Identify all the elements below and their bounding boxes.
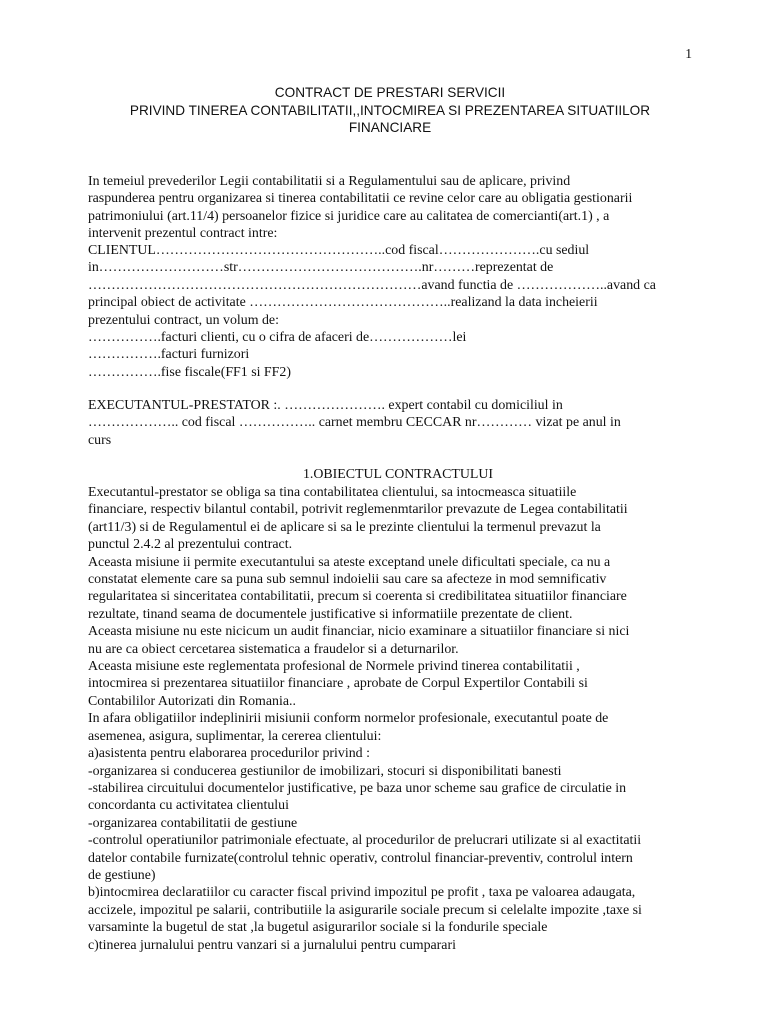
intro-line: patrimoniului (art.11/4) persoanelor fizice si juridice care au calitatea de comercianti(art.1) , a — [88, 208, 610, 224]
body-line: nu are ca obiect cercetarea sistematica a fraudelor si a deturnarilor. — [88, 641, 459, 657]
intro-line: intervenit prezentul contract intre: — [88, 226, 278, 242]
intro-paragraph — [88, 173, 708, 243]
client-line: CLIENTUL…………………………………………..cod fiscal………………….cu sediul — [88, 243, 590, 258]
executant-line: curs — [88, 432, 112, 448]
body-line: In afara obligatiilor indeplinirii misiunii conform normelor profesionale, executantul poate de — [88, 711, 609, 727]
body-line: Aceasta misiune este reglementata profesional de Normele privind tinerea contabilitatii , — [88, 659, 580, 675]
body-line: concordanta cu activitatea clientului — [88, 798, 289, 814]
executant-block — [88, 397, 708, 449]
client-line: …………….facturi clienti, cu o cifra de afaceri de………………lei — [88, 330, 467, 346]
client-line: ………………………………………………………………avand functia de ………………..avand ca — [88, 277, 656, 293]
body-line: Aceasta misiune ii permite executantului sa ateste exceptand unele dificultati speciale, ca nu a — [88, 554, 611, 570]
page-number: 1 — [685, 46, 692, 61]
client-line: prezentului contract, un volum de: — [88, 312, 279, 328]
body-line: constatat elemente care sa puna sub semnul indoielii sau care sa afecteze in mod semnificativ — [88, 572, 607, 588]
body-line: -organizarea contabilitatii de gestiune — [88, 815, 298, 831]
body-line: -controlul operatiunilor patrimoniale efectuate, al procedurilor de prelucrari utilizate si al exactitatii — [88, 833, 642, 849]
body-line: Executantul-prestator se obliga sa tina contabilitatea clientului, sa intocmeasca situatiile — [88, 485, 577, 500]
executant-line: EXECUTANTUL-PRESTATOR :. …………………. expert contabil cu domiciliul in — [88, 398, 563, 413]
body-line: (art11/3) si de Regulamentul ei de aplicare si sa le prezinte clientului la termenul prevazut la — [88, 519, 601, 535]
body-line: c)tinerea jurnalului pentru vanzari si a jurnalului pentru cumparari — [88, 937, 456, 953]
body-line: accizele, impozitul pe salarii, contributiile la asigurarile sociale precum si celelalte impozite ,taxe si — [88, 902, 642, 918]
document-title — [40, 84, 740, 137]
body-line: Aceasta misiune nu este nicicum un audit financiar, nicio examinare a situatiilor financiare si nici — [88, 624, 630, 640]
intro-line: In temeiul prevederilor Legii contabilitatii si a Regulamentului sau de aplicare, privind — [88, 174, 571, 189]
client-line: principal obiect de activitate ……………………………………..realizand la data incheierii — [88, 295, 598, 311]
title-line-3: FINANCIARE — [348, 120, 432, 135]
executant-line: ……………….. cod fiscal …………….. carnet membru CECCAR nr………… vizat pe anul in — [88, 415, 621, 431]
title-line-1: CONTRACT DE PRESTARI SERVICII — [274, 85, 506, 100]
client-line: …………….fise fiscale(FF1 si FF2) — [88, 364, 291, 380]
body-line: b)intocmirea declaratiilor cu caracter fiscal privind impozitul pe profit , taxa pe valoarea adaugata, — [88, 885, 636, 901]
body-line: punctul 2.4.2 al prezentului contract. — [88, 537, 293, 553]
intro-line: raspunderea pentru organizarea si tinerea contabilitatii ce revine celor care au obligatia gestionarii — [88, 191, 633, 207]
body-line: -organizarea si conducerea gestiunilor de imobilizari, stocuri si disponibilitati banesti — [88, 763, 562, 779]
body-line: -stabilirea circuitului documentelor justificative, pe baza unor scheme sau grafice de circulatie in — [88, 780, 627, 796]
body-line: financiare, respectiv bilantul contabil, potrivit reglemenmtarilor prevazute de Legea contabilitatii — [88, 502, 628, 518]
section-heading — [88, 466, 708, 483]
section-1-body — [88, 484, 708, 954]
body-line: rezultate, tinand seama de documentele justificative si informatiile prezentate de client. — [88, 606, 573, 622]
client-block — [88, 242, 708, 381]
body-line: de gestiune) — [88, 867, 156, 883]
section-1-heading: 1.OBIECTUL CONTRACTULUI — [302, 467, 494, 482]
client-line: in………………………str………………………………….nr………reprezentat de — [88, 260, 554, 276]
title-line-2: PRIVIND TINEREA CONTABILITATII,,INTOCMIREA SI PREZENTAREA SITUATIILOR — [129, 102, 651, 118]
body-line: regularitatea si sinceritatea contabilitatii, precum si coerenta si credibilitatea situatiilor financiare — [88, 589, 627, 605]
body-line: a)asistenta pentru elaborarea procedurilor privind : — [88, 746, 370, 762]
body-line: datelor contabile furnizate(controlul tehnic operativ, controlul financiar-preventiv, controlul intern — [88, 850, 633, 866]
body-line: intocmirea si prezentarea situatiilor financiare , aprobate de Corpul Expertilor Contabili si — [88, 676, 588, 692]
body-line: asemenea, asigura, suplimentar, la cererea clientului: — [88, 728, 382, 744]
body-line: Contabililor Autorizati din Romania.. — [88, 693, 296, 709]
body-line: varsaminte la bugetul de stat ,la bugetul asigurarilor sociale si la fondurile speciale — [88, 920, 548, 936]
client-line: …………….facturi furnizori — [88, 347, 250, 363]
